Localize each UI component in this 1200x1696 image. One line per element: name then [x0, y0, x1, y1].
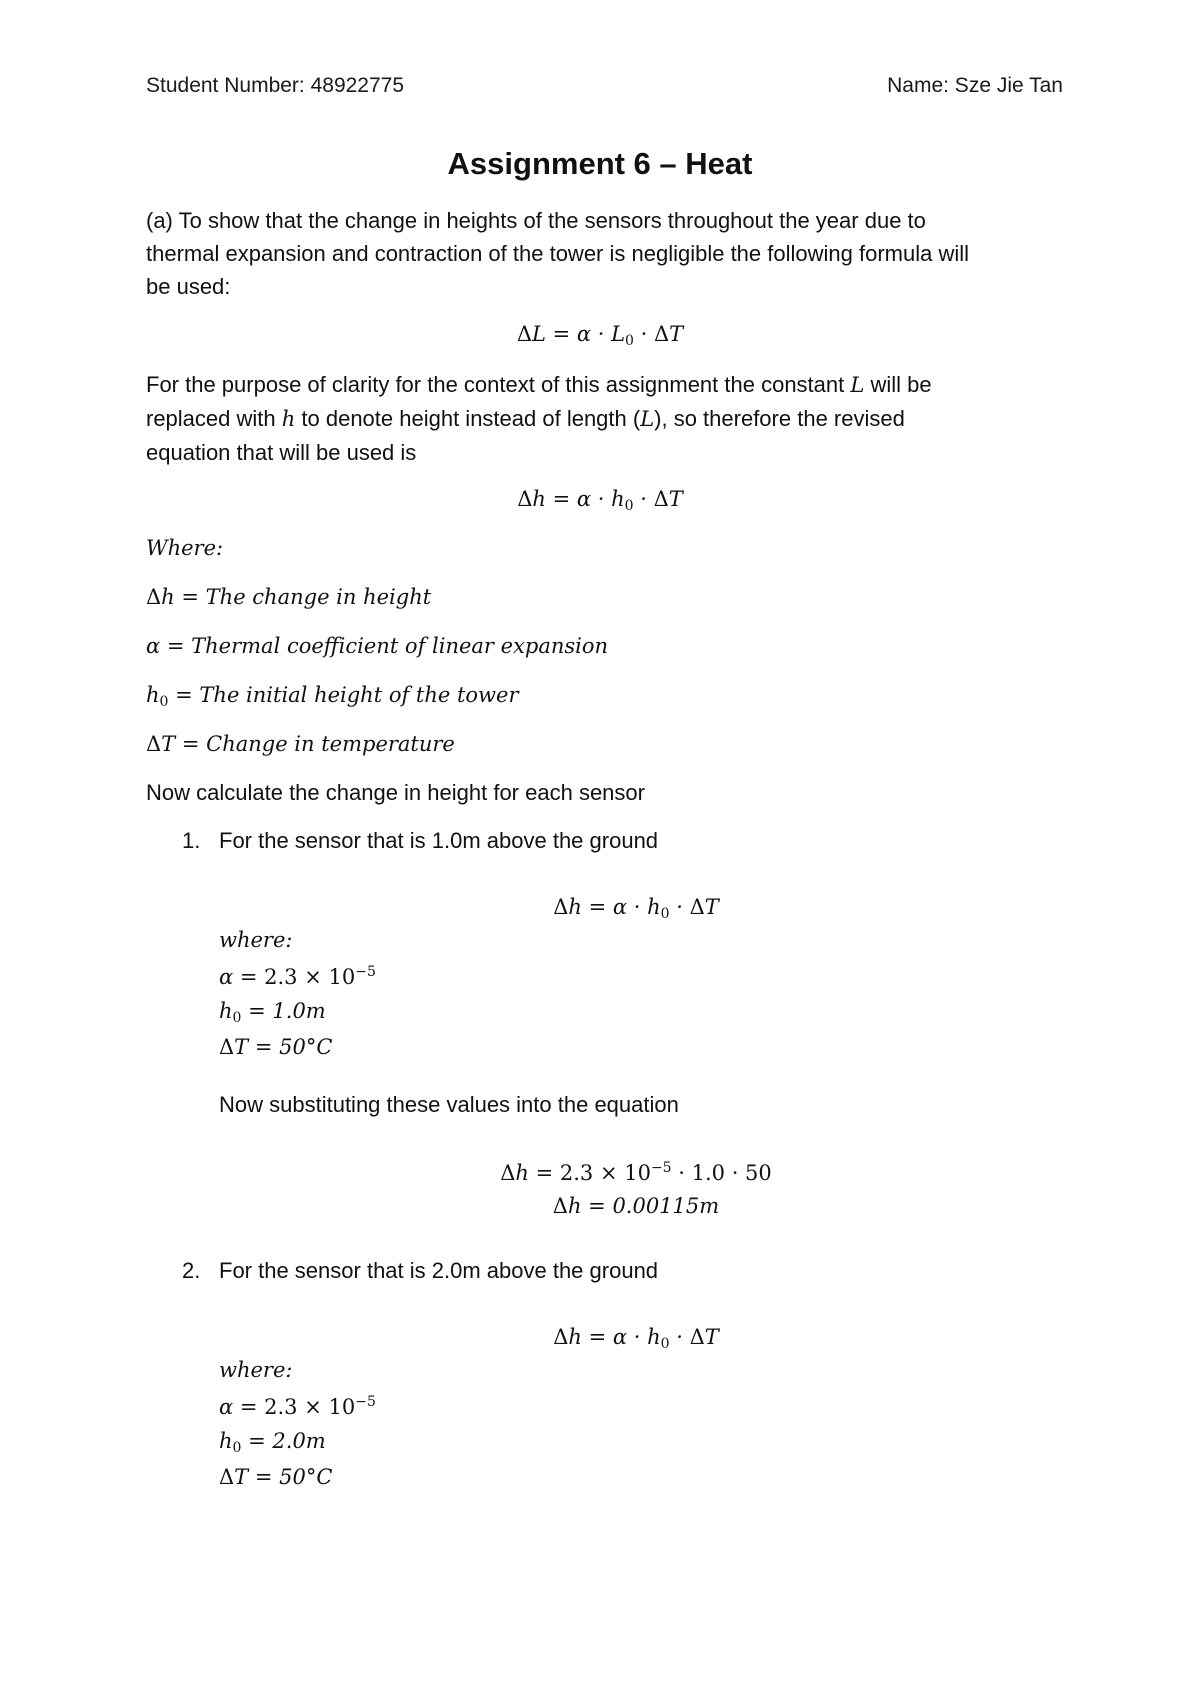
- student-number: Student Number: 48922775: [146, 74, 405, 97]
- page-title: Assignment 6 – Heat: [447, 146, 753, 181]
- item-2-equation: $\Delta h = \alpha \cdot h_0 \cdot \Delta T$: [553, 1325, 719, 1352]
- item-1-result: Δh = 0.00115m: [552, 1194, 720, 1218]
- item-1-delta-T: ΔT = 50°C: [219, 1035, 333, 1059]
- item-1-equation: $\Delta h = \alpha \cdot h_0 \cdot \Delta T$: [553, 895, 719, 922]
- list-item-number: 1.: [182, 828, 201, 853]
- intro-line-1: (a) To show that the change in heights of the sensors throughout the year due to: [146, 208, 926, 233]
- intro-line-2: thermal expansion and contraction of the tower is negligible the following formula will: [146, 241, 970, 266]
- list-item-text: For the sensor that is 1.0m above the ground: [219, 828, 659, 853]
- definition-delta-T: ΔT = Change in temperature: [146, 732, 455, 756]
- revision-paragraph: For the purpose of clarity for the context of this assignment the constant L will be replaced with h to denote height instead of length (L), so therefore the revised equation that will be used is: [146, 372, 932, 465]
- list-item-number: 2.: [182, 1258, 201, 1283]
- item-1-substitute-text: Now substituting these values into the equation: [219, 1092, 679, 1117]
- list-item-text: For the sensor that is 2.0m above the ground: [219, 1258, 659, 1283]
- equation-delta-h: $\Delta h = \alpha \cdot h_0 \cdot \Delta T$: [517, 487, 683, 514]
- item-1-where: where:: [219, 928, 293, 952]
- definition-h0: $h_0$ = The initial height of the tower: [146, 683, 519, 710]
- item-1-alpha: $\alpha = 2.3 \times 10^{-5}$: [219, 964, 376, 989]
- item-2-alpha: $\alpha = 2.3 \times 10^{-5}$: [219, 1394, 376, 1419]
- item-2-delta-T: ΔT = 50°C: [219, 1465, 333, 1489]
- intro-paragraph: [146, 204, 1071, 303]
- item-1-h0: $h_0 = 1.0m$: [219, 999, 326, 1026]
- definition-alpha: α = Thermal coefficient of linear expansion: [146, 634, 609, 658]
- item-1-substitution: $\Delta h = 2.3 \times 10^{-5} \cdot 1.0 \cdot 50$: [500, 1160, 772, 1185]
- where-label: Where:: [146, 536, 224, 560]
- definition-delta-h: Δh = The change in height: [146, 585, 432, 609]
- now-calculate-text: Now calculate the change in height for each sensor: [146, 780, 645, 805]
- equation-delta-L: $\Delta L = \alpha \cdot L_0 \cdot \Delta T$: [516, 322, 684, 349]
- item-2-where: where:: [219, 1358, 293, 1382]
- intro-line-3: be used:: [146, 274, 231, 299]
- student-name: Name: Sze Jie Tan: [887, 74, 1063, 97]
- item-2-h0: $h_0 = 2.0m$: [219, 1429, 326, 1456]
